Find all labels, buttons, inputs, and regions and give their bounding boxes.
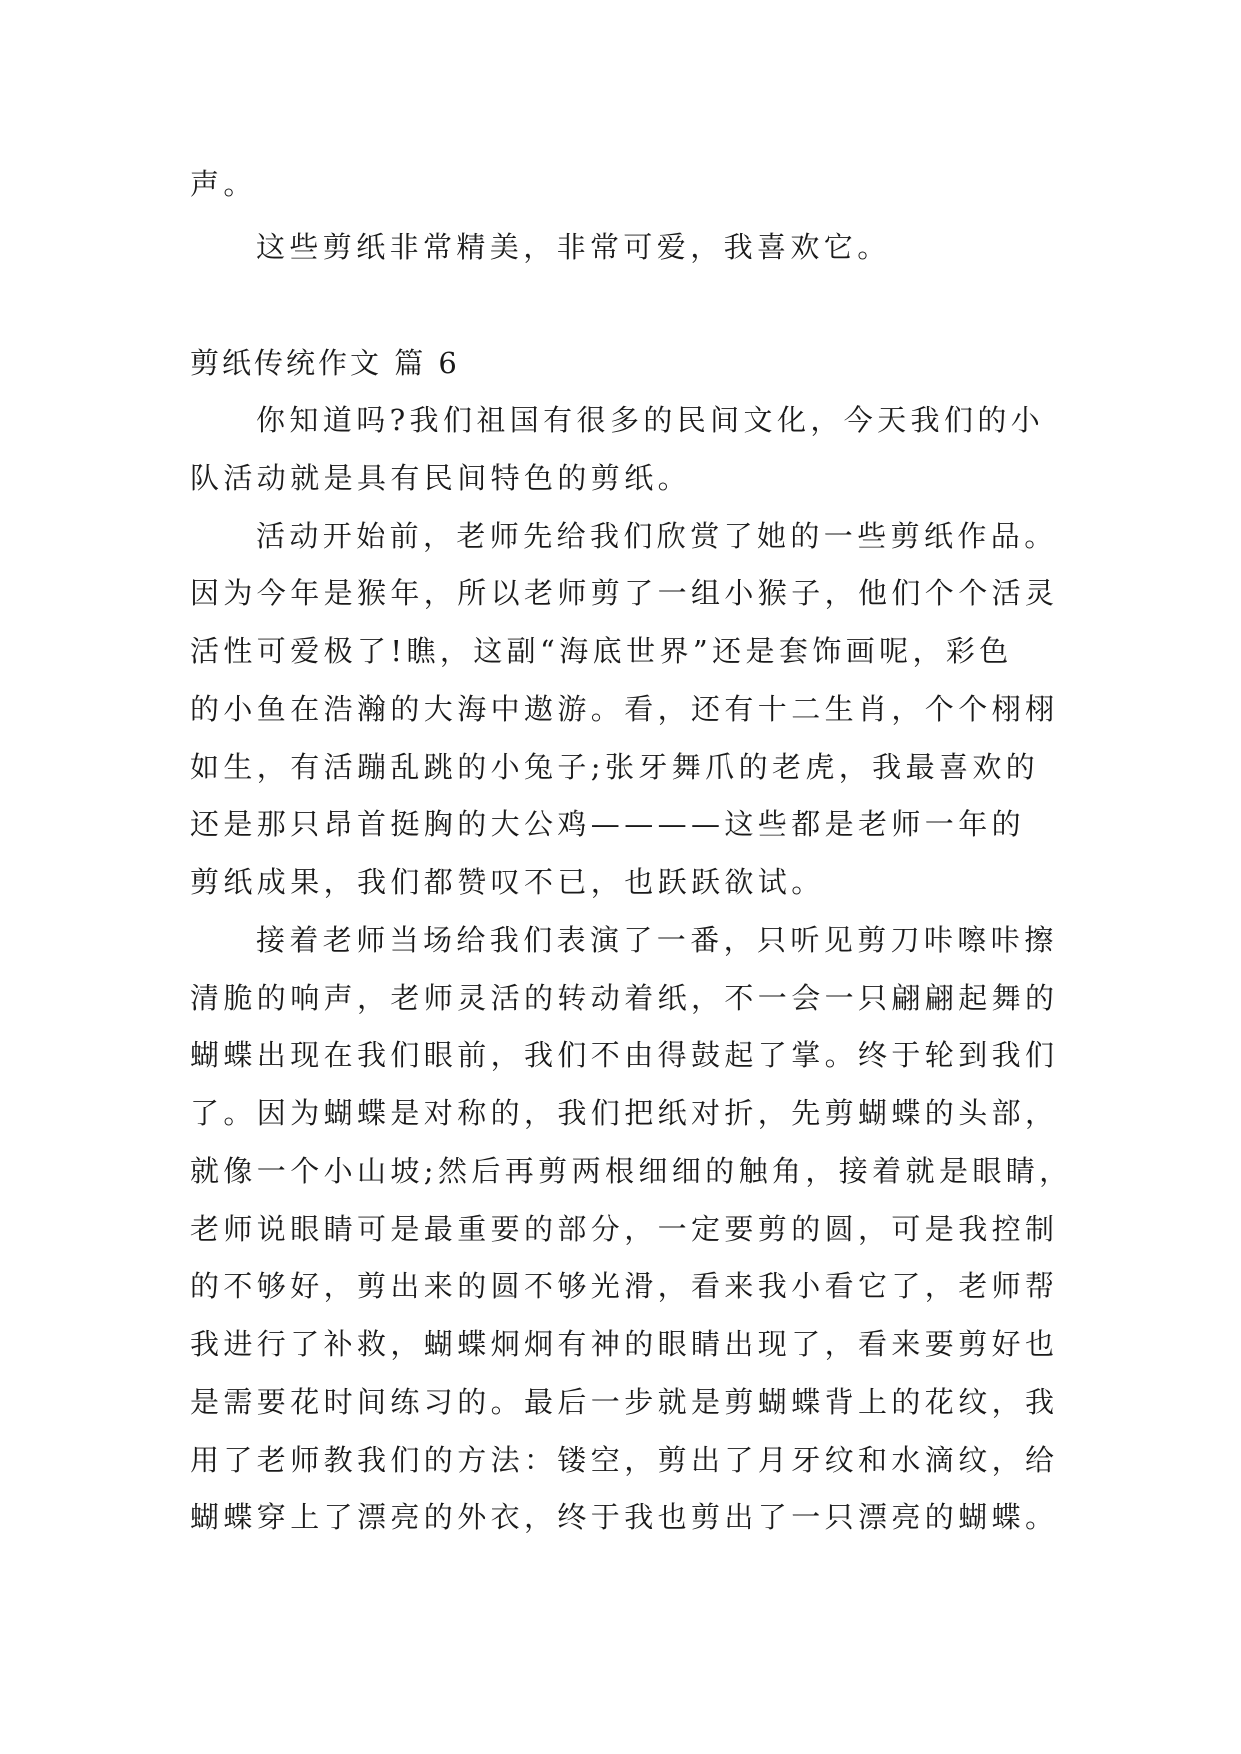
text-line: 了。因为蝴蝶是对称的，我们把纸对折，先剪蝴蝶的头部， [190,1096,1059,1130]
text-line: 剪纸成果，我们都赞叹不已，也跃跃欲试。 [190,865,825,899]
text-line: 队活动就是具有民间特色的剪纸。 [190,461,692,495]
text-line: 这些剪纸非常精美，非常可爱，我喜欢它。 [256,230,891,264]
text-line: 还是那只昂首挺胸的大公鸡————这些都是老师一年的 [190,807,1026,841]
text-line: 声。 [190,167,257,201]
text-line: 因为今年是猴年，所以老师剪了一组小猴子，他们个个活灵 [190,576,1059,610]
text-line: 如生，有活蹦乱跳的小兔子;张牙舞爪的老虎，我最喜欢的 [190,750,1040,784]
text-line: 你知道吗?我们祖国有很多的民间文化，今天我们的小 [256,403,1045,437]
text-line: 接着老师当场给我们表演了一番，只听见剪刀咔嚓咔擦 [256,923,1058,957]
text-line: 活性可爱极了!瞧，这副“海底世界”还是套饰画呢，彩色 [190,634,1013,668]
text-line: 我进行了补救，蝴蝶炯炯有神的眼睛出现了，看来要剪好也 [190,1327,1059,1361]
text-line: 是需要花时间练习的。最后一步就是剪蝴蝶背上的花纹，我 [190,1385,1059,1419]
text-line: 清脆的响声，老师灵活的转动着纸，不一会一只翩翩起舞的 [190,981,1059,1015]
section-heading: 剪纸传统作文 篇 6 [190,346,460,380]
text-line: 活动开始前，老师先给我们欣赏了她的一些剪纸作品。 [256,519,1058,553]
text-line: 老师说眼睛可是最重要的部分，一定要剪的圆，可是我控制 [190,1212,1059,1246]
text-line: 的不够好，剪出来的圆不够光滑，看来我小看它了，老师帮 [190,1269,1059,1303]
text-line: 的小鱼在浩瀚的大海中遨游。看，还有十二生肖，个个栩栩 [190,692,1059,726]
text-line: 蝴蝶穿上了漂亮的外衣，终于我也剪出了一只漂亮的蝴蝶。 [190,1500,1059,1534]
text-line: 用了老师教我们的方法：镂空，剪出了月牙纹和水滴纹，给 [190,1443,1059,1477]
text-line: 蝴蝶出现在我们眼前，我们不由得鼓起了掌。终于轮到我们 [190,1038,1059,1072]
text-line: 就像一个小山坡;然后再剪两根细细的触角，接着就是眼睛， [190,1154,1073,1188]
